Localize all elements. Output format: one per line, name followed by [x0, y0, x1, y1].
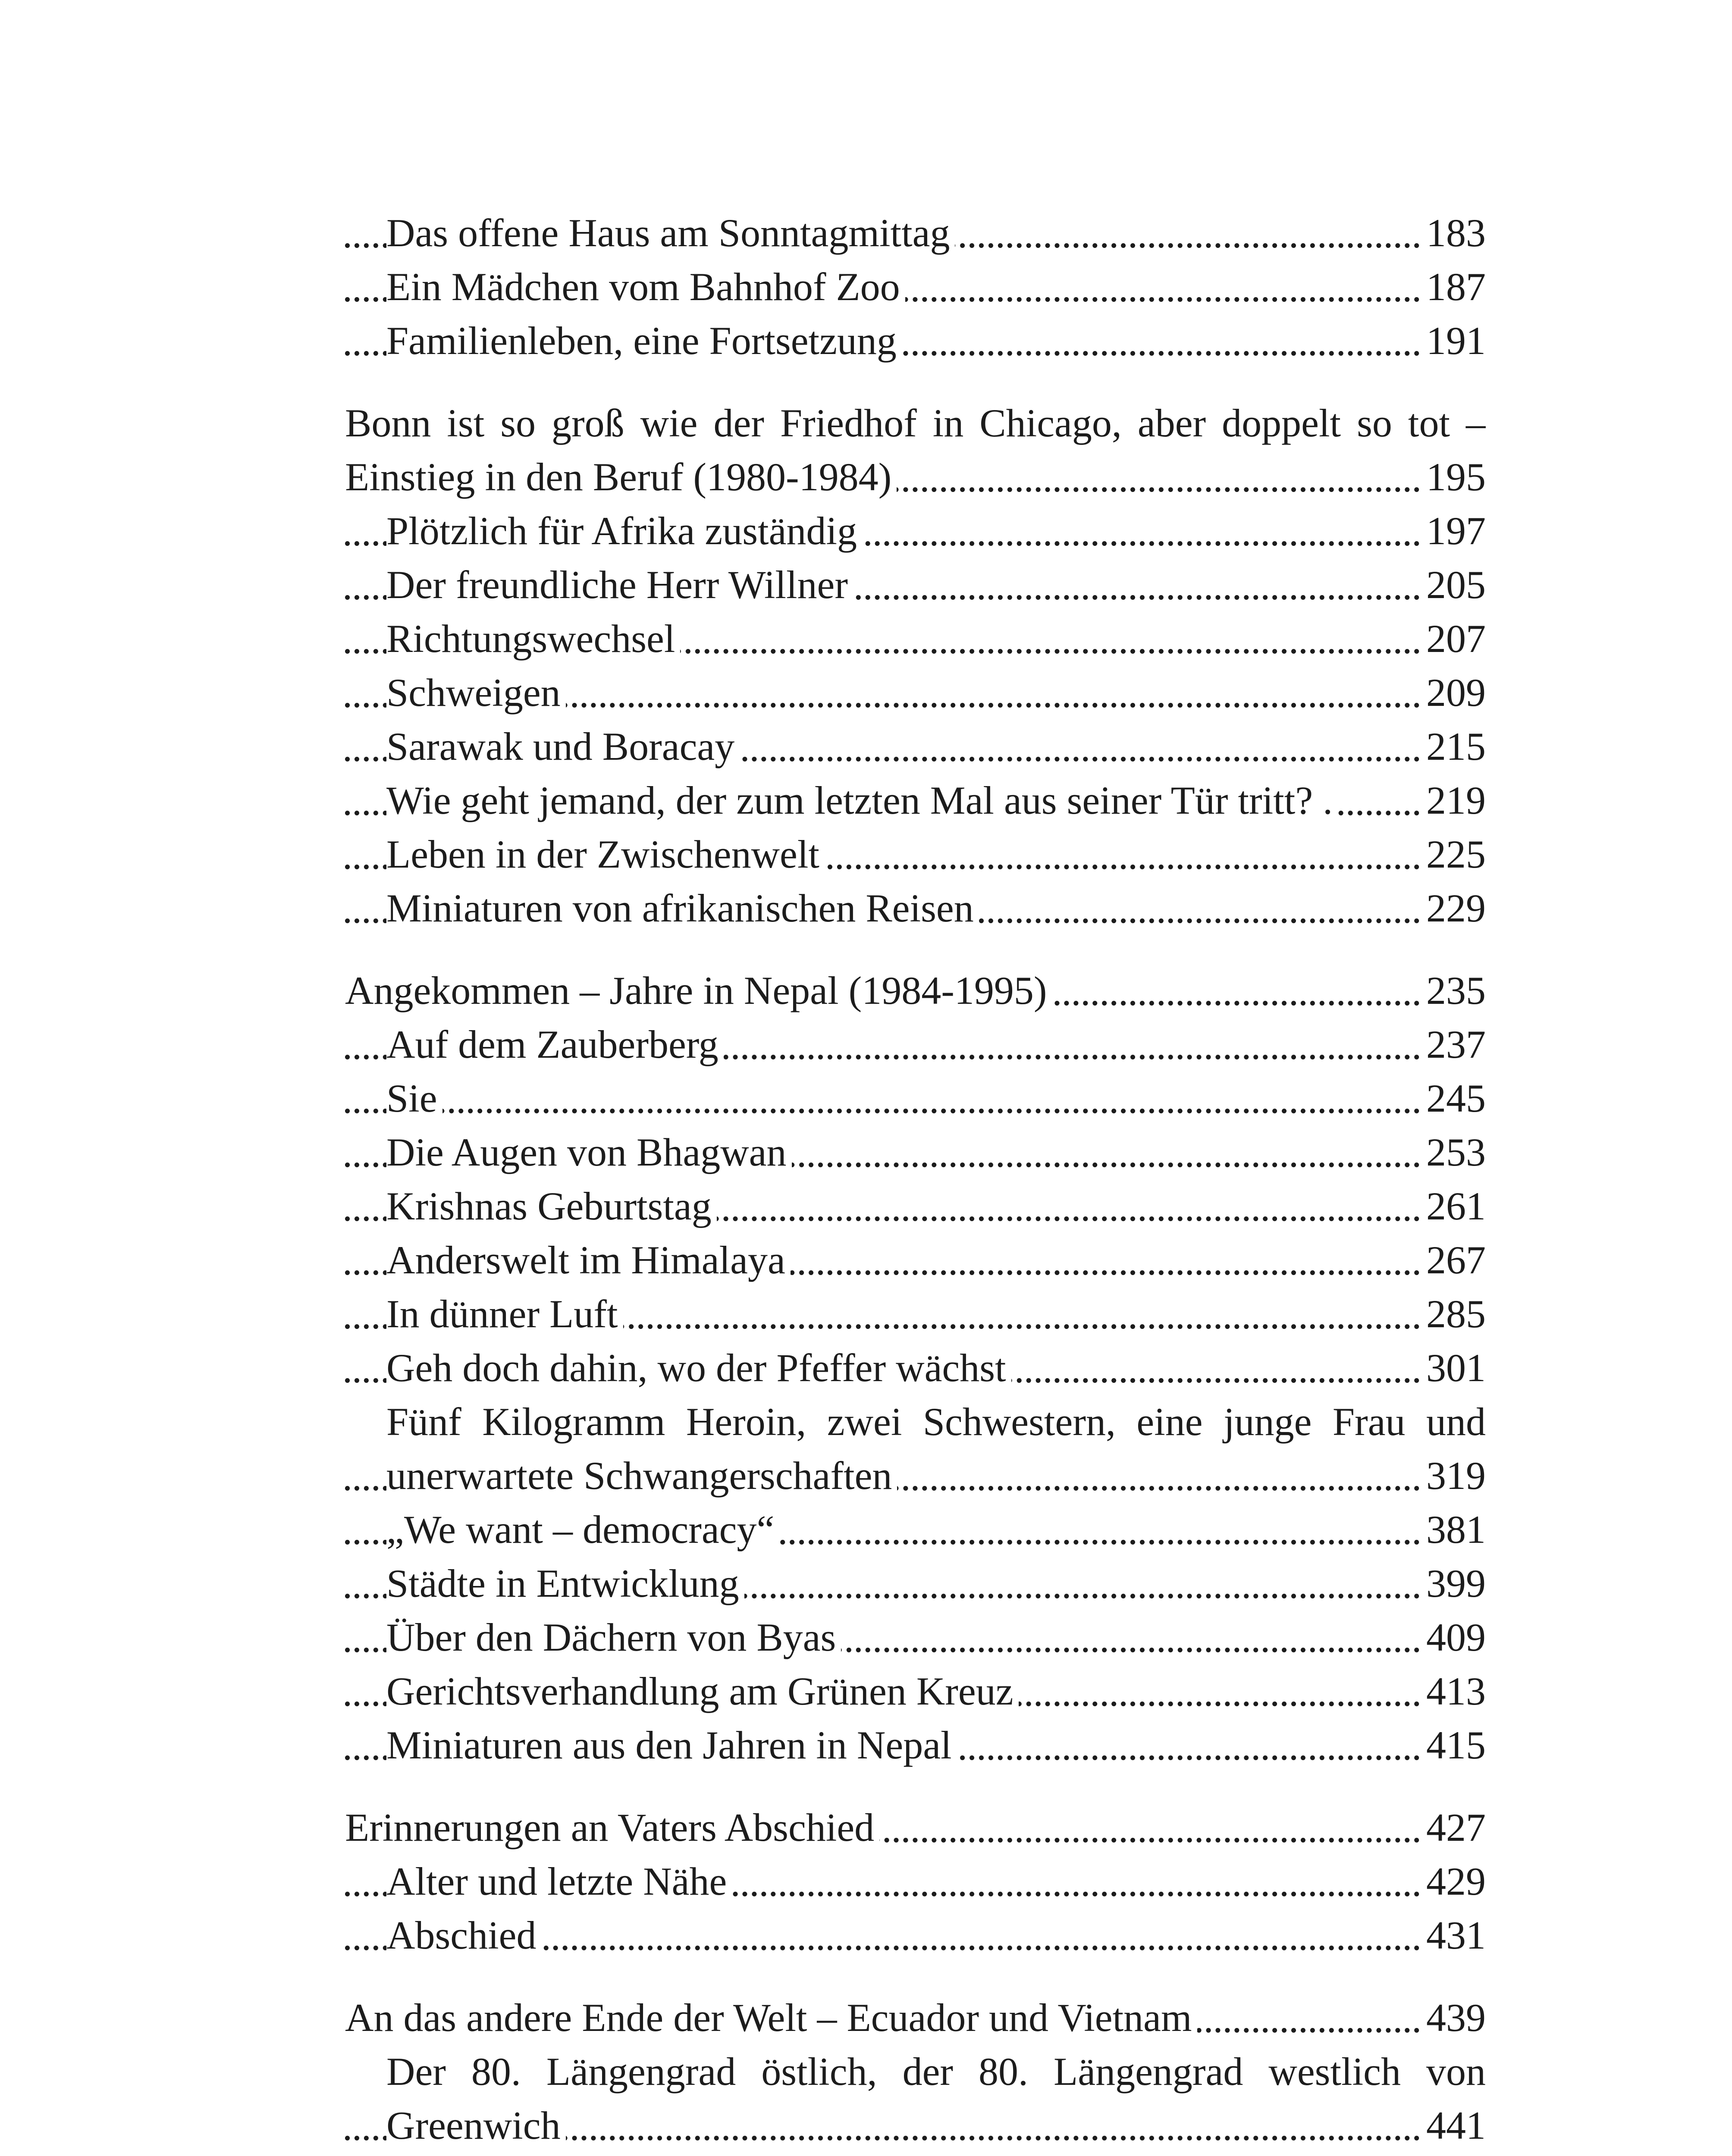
toc-entry-title: Die Augen von Bhagwan	[386, 1130, 792, 1174]
toc-entry	[345, 774, 1486, 827]
toc-entry-title: Richtungswechsel	[386, 617, 680, 661]
toc-entry-title: Fünf Kilogramm Heroin, zwei Schwestern, eine junge Frau und	[386, 1400, 1486, 1444]
toc-entry	[345, 504, 1486, 558]
toc-entry-page: 413	[1420, 1664, 1486, 1718]
toc-entry	[345, 450, 1486, 504]
toc-entry-page: 439	[1420, 1991, 1486, 2045]
toc-entry	[345, 612, 1486, 666]
toc-entry	[345, 1664, 1486, 1718]
toc-entry-line	[345, 2045, 1486, 2099]
toc-entry-title: Anderswelt im Himalaya	[386, 1238, 791, 1282]
toc-entry	[345, 1233, 1486, 1287]
toc-entry-title: Städte in Entwicklung	[386, 1561, 744, 1605]
toc-entry-page: 207	[1420, 612, 1486, 666]
toc-entry	[345, 666, 1486, 720]
toc-entry-title: Wie geht jemand, der zum letzten Mal aus seiner Tür tritt? .	[386, 778, 1338, 822]
toc-entry-title: Über den Dächern von Byas	[386, 1615, 841, 1659]
toc-entry-page: 431	[1420, 1908, 1486, 1962]
toc-entry-page: 183	[1420, 206, 1486, 260]
toc-entry	[345, 1557, 1486, 1611]
toc-entry-title: unerwartete Schwangerschaften	[386, 1454, 897, 1498]
toc-entry-title: Miniaturen von afrikanischen Reisen	[386, 886, 979, 930]
toc-entry-title: Krishnas Geburtstag	[386, 1184, 717, 1228]
toc-entry-title: Sarawak und Boracay	[386, 724, 740, 768]
dot-leader	[345, 1109, 1486, 1113]
toc-entry-title: In dünner Luft	[386, 1292, 623, 1336]
toc-entry-title: An das andere Ende der Welt – Ecuador und Vietnam	[345, 1996, 1197, 2040]
toc-entry-title: Der 80. Längengrad östlich, der 80. Längengrad westlich von	[386, 2049, 1486, 2093]
toc-entry-title: Der freundliche Herr Willner	[386, 563, 853, 607]
toc-entry	[345, 827, 1486, 881]
toc-entry	[345, 964, 1486, 1018]
toc-entry	[345, 1801, 1486, 1855]
toc-entry	[345, 1179, 1486, 1233]
toc-entry	[345, 260, 1486, 314]
toc-entry-page: 381	[1420, 1503, 1486, 1557]
toc-entry-page: 429	[1420, 1855, 1486, 1908]
toc-entry-page: 235	[1420, 964, 1486, 1018]
toc-entry-page: 415	[1420, 1718, 1486, 1772]
toc-entry	[345, 1855, 1486, 1908]
toc-entry	[345, 1072, 1486, 1125]
toc-entry-title: Erinnerungen an Vaters Abschied	[345, 1805, 879, 1849]
toc-entry-page: 267	[1420, 1233, 1486, 1287]
toc-entry-page: 215	[1420, 720, 1486, 774]
toc-entry-page: 427	[1420, 1801, 1486, 1855]
toc-entry-title: Ein Mädchen vom Bahnhof Zoo	[386, 265, 905, 309]
toc-entry-page: 399	[1420, 1557, 1486, 1611]
toc-entry-page: 219	[1420, 774, 1486, 827]
toc-entry	[345, 1503, 1486, 1557]
toc-entry-title: Bonn ist so groß wie der Friedhof in Chicago, aber doppelt so tot –	[345, 401, 1486, 445]
toc-entry-title: Abschied	[386, 1913, 541, 1957]
toc-entry	[345, 558, 1486, 612]
toc-entry-title: Familienleben, eine Fortsetzung	[386, 319, 902, 363]
toc-section	[345, 1991, 1486, 2153]
toc-entry-title: Geh doch dahin, wo der Pfeffer wächst	[386, 1346, 1011, 1390]
toc-entry-page: 301	[1420, 1341, 1486, 1395]
toc-entry-page: 409	[1420, 1611, 1486, 1664]
toc-entry-title: Angekommen – Jahre in Nepal (1984-1995)	[345, 968, 1052, 1012]
toc-entry	[345, 1341, 1486, 1395]
toc-entry-title: Gerichtsverhandlung am Grünen Kreuz	[386, 1669, 1019, 1713]
toc-entry-title: Einstieg in den Beruf (1980-1984)	[345, 455, 897, 499]
toc-entry-title: Alter und letzte Nähe	[386, 1859, 732, 1903]
toc-entry-page: 285	[1420, 1287, 1486, 1341]
toc-entry-line	[345, 396, 1486, 450]
toc-entry-page: 209	[1420, 666, 1486, 720]
toc-entry	[345, 720, 1486, 774]
toc-entry-page: 253	[1420, 1125, 1486, 1179]
toc-entry	[345, 1611, 1486, 1664]
toc-entry-page: 261	[1420, 1179, 1486, 1233]
table-of-contents	[345, 206, 1486, 2156]
toc-entry	[345, 1287, 1486, 1341]
toc-entry-line	[345, 1395, 1486, 1449]
toc-entry-title: „We want – democracy“	[386, 1507, 779, 1551]
toc-entry	[345, 1449, 1486, 1503]
toc-entry-title: Das offene Haus am Sonntagmittag	[386, 211, 955, 255]
toc-entry-page: 187	[1420, 260, 1486, 314]
toc-entry-page: 191	[1420, 314, 1486, 368]
toc-entry-title: Miniaturen aus den Jahren in Nepal	[386, 1723, 957, 1767]
toc-entry-title: Greenwich	[386, 2103, 566, 2147]
toc-entry-title: Sie	[386, 1076, 442, 1120]
toc-entry-title: Schweigen	[386, 671, 566, 714]
toc-entry	[345, 2099, 1486, 2153]
toc-entry-page: 229	[1420, 881, 1486, 935]
toc-entry-title: Plötzlich für Afrika zuständig	[386, 509, 862, 553]
toc-section	[345, 396, 1486, 935]
toc-entry	[345, 206, 1486, 260]
toc-entry-page: 197	[1420, 504, 1486, 558]
toc-section	[345, 964, 1486, 1772]
toc-section	[345, 1801, 1486, 1962]
toc-entry-page: 237	[1420, 1018, 1486, 1072]
toc-entry-title: Leben in der Zwischenwelt	[386, 832, 825, 876]
toc-entry-page: 205	[1420, 558, 1486, 612]
toc-entry-page: 319	[1420, 1449, 1486, 1503]
toc-entry	[345, 881, 1486, 935]
toc-section	[345, 206, 1486, 368]
toc-entry	[345, 1125, 1486, 1179]
toc-entry-page: 441	[1420, 2099, 1486, 2153]
toc-entry	[345, 1991, 1486, 2045]
toc-entry-page: 195	[1420, 450, 1486, 504]
toc-entry	[345, 314, 1486, 368]
toc-entry	[345, 1908, 1486, 1962]
toc-entry	[345, 1718, 1486, 1772]
toc-entry-page: 225	[1420, 827, 1486, 881]
toc-entry-title: Auf dem Zauberberg	[386, 1022, 724, 1066]
toc-entry-page: 245	[1420, 1072, 1486, 1125]
toc-entry	[345, 1018, 1486, 1072]
